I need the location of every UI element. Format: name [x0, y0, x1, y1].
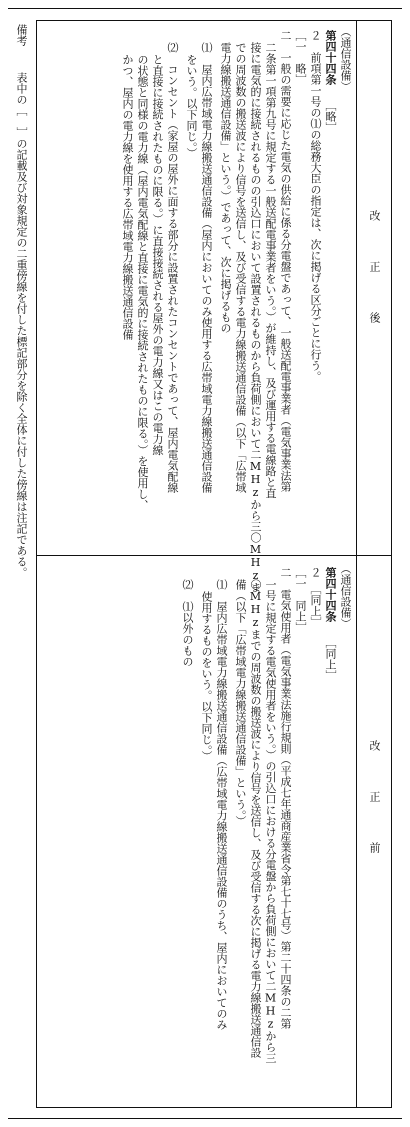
before-item2-line: 一号に規定する電気使用者をいう。）の引込口における分電盤から負荷側において二MHzから三 — [264, 579, 277, 1064]
top-rule — [8, 8, 402, 9]
after-sub2-line: と直接に接続されたものに限る。）に直接接続される屋外の電力線又はこの電力線 — [151, 54, 164, 456]
after-sub2-line: ⑵ コンセント（家屋の屋外に面する部分に設置されたコンセントであって、屋内電気配線 — [166, 42, 179, 493]
after-sub1-line: ⑴ 屋内広帯域電力線搬送通信設備（屋内においてのみ使用する広帯域電力線搬送通信設備 — [200, 42, 213, 493]
after-item2-line: 接に電気的に接続されるものの引込口において設置されるものから負荷側において二MHzから三〇MHzま — [249, 42, 262, 593]
after-article-note: ［略］ — [324, 100, 337, 133]
comparison-table — [36, 20, 392, 1108]
header-after: 改正後 — [368, 210, 381, 363]
remarks-text: 表中の［ ］の記載及び対象規定の二重傍線を付した標記部分を除く全体に付した傍線は注記である。 — [15, 72, 28, 578]
after-item1: ［一 略］ — [294, 30, 307, 85]
after-para2: ２ 前項第一号の⑴の総務大臣の指定は、次に掲げる区分ごとに行う。 — [309, 30, 322, 382]
after-item2-line: 二条第一項第九号に規定する一般送配電事業者をいう。）が維持し、及び運用する電線路と直 — [264, 42, 277, 499]
before-item1: ［一 同上］ — [294, 567, 307, 633]
after-item2-line: 二 一般の需要に応じた電気の供給に係る分電盤であって、一般送配電事業者（電気事業法第 — [279, 30, 292, 492]
remarks-heading: 備考 — [15, 24, 28, 46]
header-before: 改正前 — [368, 740, 381, 893]
before-sub1-line: 使用するものをいう。以下同じ。） — [200, 591, 213, 762]
before-article: 第四十四条 — [324, 567, 337, 622]
before-item2-line: 備（以下「広帯域電力線搬送通信設備」という。） — [234, 579, 247, 827]
after-caption: （通信設備） — [339, 26, 352, 92]
after-sub2-line: の状態と同様の電力線（屋内電気配線と直接に電気的に接続されたものに限る。）を使用し、 — [136, 54, 149, 511]
before-caption: （通信設備） — [339, 563, 352, 629]
before-section — [36, 555, 356, 1108]
after-item2-line: 電力線搬送通信設備」という。）であって、次に掲げるもの — [219, 42, 232, 334]
after-sub1-line: をいう。以下同じ。） — [185, 54, 198, 159]
table-right-border — [391, 20, 392, 1108]
before-item2-line: 二 電気使用者（電気事業法施行規則（平成七年通商産業省令第七十七号）第二十四条の二第 — [279, 567, 292, 1029]
header-divider — [356, 20, 357, 1108]
after-article: 第四十四条 — [324, 30, 337, 85]
before-sub1-line: ⑴ 屋内広帯域電力線搬送通信設備（広帯域電力線搬送通信設備のうち、屋内においてのみ — [215, 579, 228, 1030]
before-item2-line: 〇MHzまでの周波数の搬送波により信号を送信し、及び受信する次に掲げる電力線搬送通信設 — [249, 579, 262, 1058]
after-sub2-line: かつ、屋内の電力線を使用する広帯域電力線搬送通信設備 — [121, 54, 134, 340]
after-item2-line: での周波数の搬送波により信号を送信し、及び受信する電力線搬送通信設備（以下「広帯域 — [234, 42, 247, 493]
before-article-note: ［同上］ — [324, 637, 337, 681]
bottom-rule — [8, 1118, 402, 1119]
after-section — [36, 20, 356, 593]
before-sub2-line: ⑵ ⑴以外のもの — [181, 579, 194, 667]
before-para2: ２ ［同上］ — [309, 567, 322, 628]
